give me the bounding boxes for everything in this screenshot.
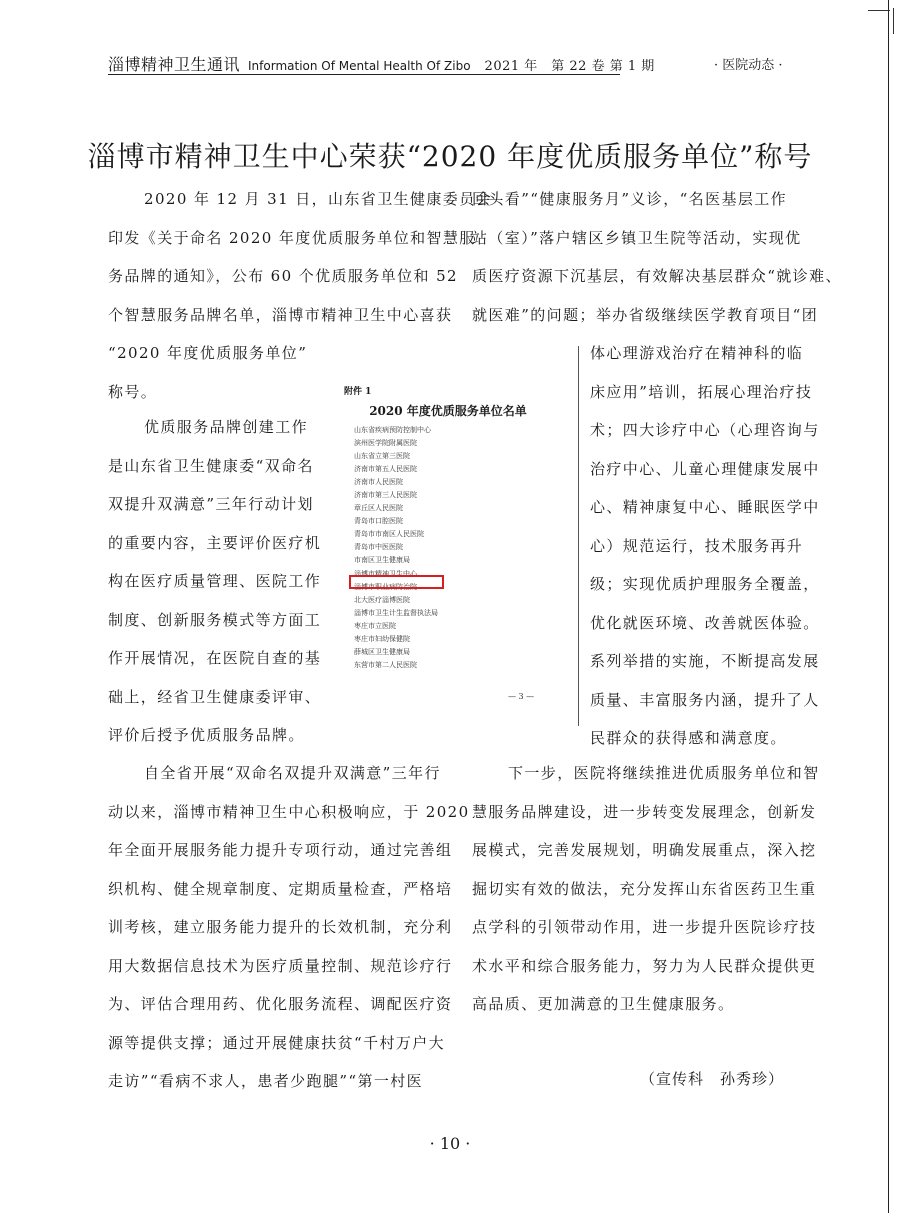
paragraph-line: 优化就医环境、改善就医体验。	[590, 613, 820, 632]
paragraph-line: 构在医疗质量管理、医院工作	[108, 572, 322, 590]
attachment-image	[336, 374, 560, 716]
paragraph-line: 织机构、健全规章制度、定期质量检查，严格培	[108, 879, 453, 898]
paragraph-line: 床应用”培训，拓展心理治疗技	[590, 382, 813, 401]
list-item: 北大医疗淄博医院	[354, 595, 410, 604]
paragraph-line: 掘切实有效的做法，充分发挥山东省医药卫生重	[472, 879, 817, 898]
paragraph-line: 民群众的获得感和满意度。	[590, 729, 787, 747]
paragraph-line: 务品牌的通知》，公布 60 个优质服务单位和 52	[108, 267, 458, 285]
paragraph-3-right-narrow	[590, 334, 820, 758]
attachment-list	[354, 424, 438, 672]
attachment-title: 2020 年度优质服务单位名单	[369, 404, 527, 418]
paragraph-line: 作开展情况，在医院自查的基	[108, 649, 322, 667]
paragraph-line: 双提升双满意”三年行动计划	[108, 495, 314, 513]
paragraph-line: 心、精神康复中心、睡眠医学中	[590, 498, 820, 516]
paragraph-line: 个智慧服务品牌名单，淄博市精神卫生中心喜获	[108, 305, 453, 324]
paragraph-line: 心）规范运行，技术服务再升	[590, 536, 804, 555]
list-item: 山东省疾病预防控制中心	[354, 426, 431, 434]
paragraph-line: 制度、创新服务模式等方面工	[108, 610, 322, 629]
paragraph-line: 体心理游戏治疗在精神科的临	[590, 344, 804, 362]
journal-name-cn: 淄博精神卫生通讯	[108, 55, 241, 74]
page-edge-rule	[888, 0, 889, 1213]
journal-issue: 2021 年 第 22 卷 第 1 期	[484, 59, 655, 74]
paragraph-line: 就医难”的问题；举办省级继续医学教育项目“团	[472, 305, 819, 324]
paragraph-line: 年全面开展服务能力提升专项行动，通过完善组	[108, 841, 453, 859]
paragraph-line: 称号。	[108, 382, 158, 401]
list-item: 济南市人民医院	[354, 478, 403, 487]
article-title: 淄博市精神卫生中心荣获“2020 年度优质服务单位”称号	[87, 139, 813, 173]
journal-name-en: Information Of Mental Health Of Zibo	[248, 59, 471, 73]
author-credit: （宣传科 孙秀珍）	[640, 1070, 785, 1088]
paragraph-line: 站（室）”落户辖区乡镇卫生院等活动，实现优	[472, 228, 802, 247]
paragraph-line: 术水平和综合服务能力，努力为人民群众提供更	[472, 956, 817, 975]
crop-mark-horizontal	[868, 10, 890, 11]
highlight-box	[349, 575, 444, 589]
list-item: 山东省立第三医院	[354, 452, 410, 461]
paragraph-line: 走访”“看病不求人，患者少跑腿”“第一村医	[108, 1072, 424, 1090]
list-item: 薛城区卫生健康局	[354, 647, 410, 656]
paragraph-line: 高品质、更加满意的卫生健康服务。	[472, 995, 735, 1013]
paragraph-line: 展模式，完善发展规划，明确发展重点，深入挖	[472, 841, 817, 859]
list-item: 枣庄市立医院	[354, 621, 396, 630]
list-item: 青岛市口腔医院	[354, 517, 403, 526]
crop-mark-vertical	[893, 8, 894, 34]
paragraph-line: 动以来，淄博市精神卫生中心积极响应，于 2020	[108, 802, 470, 821]
paragraph-line: 系列举措的实施，不断提高发展	[590, 652, 820, 670]
paragraph-line: 点学科的引领带动作用，进一步提升医院诊疗技	[472, 918, 817, 936]
paragraph-line: 质量、丰富服务内涵，提升了人	[590, 690, 820, 709]
paragraph-line: “2020 年度优质服务单位”	[108, 344, 308, 362]
paragraph-line: 为、评估合理用药、优化服务流程、调配医疗资	[108, 995, 453, 1013]
list-item: 滨州医学院附属医院	[354, 439, 417, 448]
paragraph-line: 级；实现优质护理服务全覆盖，	[590, 575, 820, 593]
paragraph-line: 用大数据信息技术为医疗质量控制、规范诊疗行	[108, 956, 453, 975]
paragraph-line: 优质服务品牌创建工作	[144, 418, 309, 436]
paragraph-line: 下一步，医院将继续推进优质服务单位和智	[508, 764, 820, 782]
page-number: · 10 ·	[429, 1134, 471, 1153]
paragraph-3-right-top	[472, 180, 842, 334]
paragraph-line: 印发《关于命名 2020 年度优质服务单位和智慧服	[108, 228, 476, 247]
paragraph-2	[108, 408, 328, 755]
paragraph-1	[108, 180, 492, 219]
paragraph-line: 治疗中心、儿童心理健康发展中	[590, 459, 820, 478]
paragraph-line: 慧服务品牌建设，进一步转变发展理念，创新发	[472, 802, 817, 821]
list-item: 章丘区人民医院	[354, 504, 403, 513]
header-rule	[108, 74, 620, 75]
attachment-label: 附件 1	[344, 387, 372, 397]
paragraph-line: 2020 年 12 月 31 日，山东省卫生健康委员会	[144, 190, 492, 208]
paragraph-line: 自全省开展“双命名双提升双满意”三年行	[144, 764, 441, 782]
paragraph-line: 评价后授予优质服务品牌。	[108, 726, 305, 744]
list-item: 枣庄市妇幼保健院	[354, 634, 410, 643]
section-label: · 医院动态 ·	[714, 58, 783, 73]
list-item: 济南市第五人民医院	[354, 465, 417, 474]
paragraph-line: 是山东省卫生健康委“双命名	[108, 456, 314, 475]
list-item-highlighted: 淄博市精神卫生中心	[354, 569, 417, 578]
list-item: 青岛市市南区人民医院	[354, 530, 424, 539]
list-item: 东营市第二人民医院	[354, 660, 417, 669]
paragraph-line: 回头看”“健康服务月”义诊，“名医基层工作	[472, 190, 788, 208]
paragraph-line: 质医疗资源下沉基层，有效解决基层群众“就诊难、	[472, 267, 842, 285]
paragraph-4	[472, 754, 820, 1024]
paragraph-line: 术；四大诊疗中心（心理咨询与	[590, 421, 820, 439]
list-item: 济南市第三人民医院	[354, 491, 417, 500]
paragraph-line: 源等提供支撑；通过开展健康扶贫“千村万户大	[108, 1033, 446, 1052]
attachment-page-number: — 3 —	[508, 692, 535, 701]
paragraph-line: 的重要内容，主要评价医疗机	[108, 533, 322, 552]
paragraph-line: 础上，经省卫生健康委评审、	[108, 687, 322, 706]
list-item: 青岛市中医医院	[354, 543, 403, 552]
column-divider	[578, 346, 579, 726]
running-header	[108, 52, 655, 75]
list-item: 市南区卫生健康局	[354, 556, 410, 565]
paragraph-3-left	[108, 754, 470, 1101]
paragraph-line: 训考核，建立服务能力提升的长效机制，充分利	[108, 918, 453, 936]
list-item: 淄博市职业病防治院	[354, 582, 417, 591]
list-item: 淄博市卫生计生监督执法局	[354, 608, 438, 617]
